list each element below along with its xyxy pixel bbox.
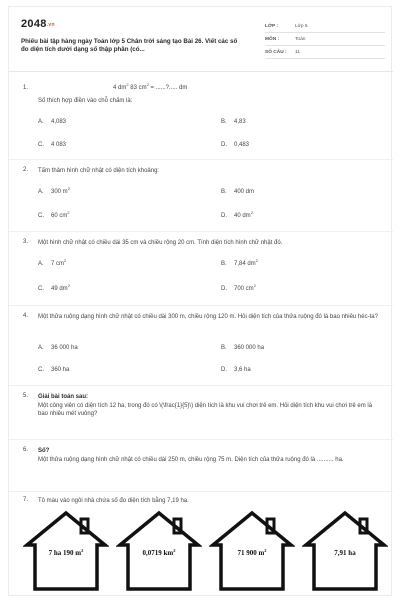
house-sup: 2 <box>264 548 267 553</box>
house-option-2[interactable] <box>116 507 202 593</box>
question-text: Tô màu vào ngôi nhà chứa số đo diện tích bằng 7,19 ha. <box>38 498 189 504</box>
option-b[interactable] <box>221 345 264 351</box>
option-value: 3,6 ha <box>234 367 251 373</box>
option-a[interactable] <box>38 186 70 195</box>
question-formula <box>113 82 188 91</box>
option-value: 400 dm <box>234 189 255 195</box>
house-value: 7 ha 190 m <box>48 549 82 557</box>
formula-part: = ......?..... dm <box>148 85 188 91</box>
option-label: D. <box>221 142 227 148</box>
option-d[interactable] <box>221 283 256 292</box>
option-value: 4 083 <box>51 142 67 148</box>
option-b[interactable] <box>221 119 246 125</box>
option-c[interactable] <box>38 210 70 219</box>
question-1 <box>23 82 379 155</box>
worksheet-meta <box>265 20 385 59</box>
house-label <box>312 549 378 557</box>
option-sup: 2 <box>67 186 70 191</box>
option-value: 7 cm <box>51 261 65 267</box>
option-d[interactable] <box>221 210 253 219</box>
question-number: 4. <box>23 313 29 319</box>
question-3 <box>23 239 379 299</box>
question-6 <box>23 447 379 487</box>
question-text: Số thích hợp điền vào chỗ chấm là: <box>38 98 133 104</box>
question-heading: Giải bài toán sau: <box>38 394 89 400</box>
option-label: A. <box>38 261 44 267</box>
question-text: Một công viên có diện tích 12 ha, trong đó có \(\frac{1}{5}\) diện tích là khu vui chơi trẻ em. Hỏi diện tích khu vui chơi trẻ em là bao nhiêu mét vuông? <box>38 402 373 418</box>
question-number: 1. <box>23 85 29 91</box>
option-value: 40 dm <box>234 213 251 219</box>
question-text: Một hình chữ nhật có chiều dài 35 cm và chiều rộng 20 cm. Tính diện tích hình chữ nhật đó. <box>38 240 283 246</box>
logo-suffix: .vn <box>46 22 55 28</box>
meta-row-class <box>265 20 385 33</box>
question-number: 7. <box>23 497 29 503</box>
option-label: D. <box>221 286 227 292</box>
house-sup: 2 <box>81 548 84 553</box>
option-b[interactable] <box>221 258 258 267</box>
option-value: 60 cm <box>51 213 68 219</box>
house-option-4[interactable] <box>302 507 388 593</box>
divider <box>9 439 393 440</box>
formula-part: 83 cm <box>128 85 147 91</box>
option-sup: 2 <box>253 283 256 288</box>
question-number: 3. <box>23 239 29 245</box>
divider <box>9 305 393 306</box>
option-sup: 2 <box>67 283 70 288</box>
question-5 <box>23 393 379 441</box>
option-sup: 2 <box>64 258 67 263</box>
question-text: Một thửa ruộng dạng hình chữ nhật có chiều dài 300 m, chiều rộng 120 m. Hỏi diện tích của thửa ruộng đó là bao nhiêu héc-ta? <box>38 314 378 320</box>
question-heading: Số? <box>38 448 50 454</box>
option-value: 36 000 ha <box>51 345 78 351</box>
house-label <box>33 549 99 557</box>
option-c[interactable] <box>38 142 66 148</box>
option-b[interactable] <box>221 189 254 195</box>
option-label: A. <box>38 119 44 125</box>
formula-sup: 2 <box>126 82 129 87</box>
option-label: B. <box>221 189 227 195</box>
worksheet-header <box>21 13 381 69</box>
header-divider <box>9 71 393 72</box>
site-logo[interactable] <box>21 18 55 30</box>
house-option-3[interactable] <box>209 507 295 593</box>
option-a[interactable] <box>38 119 66 125</box>
option-value: 700 cm <box>234 286 254 292</box>
meta-value: 11 <box>295 49 300 55</box>
formula-sup: 2 <box>146 82 149 87</box>
logo-text: 2048 <box>21 18 47 30</box>
worksheet-title: Phiếu bài tập hàng ngày Toán lớp 5 Chân trời sáng tạo Bài 26. Viết các số đo diện tích dưới dạng số thập phân (có... <box>21 38 238 54</box>
house-label <box>219 549 285 557</box>
option-value: 0,483 <box>234 142 250 148</box>
option-d[interactable] <box>221 142 249 148</box>
meta-value: Lớp 5 <box>295 23 308 29</box>
meta-row-count <box>265 46 385 59</box>
option-label: C. <box>38 213 44 219</box>
house-value: 0,0719 km <box>142 549 174 557</box>
option-d[interactable] <box>221 367 251 373</box>
divider <box>9 385 393 386</box>
question-body <box>38 393 378 419</box>
option-value: 7,84 dm <box>234 261 256 267</box>
divider <box>9 159 393 160</box>
house-label <box>126 549 192 557</box>
option-label: B. <box>221 345 227 351</box>
option-value: 360 000 ha <box>234 345 265 351</box>
house-value: 71 900 m <box>237 549 265 557</box>
question-number: 5. <box>23 393 29 399</box>
meta-key: MÔN : <box>265 36 280 42</box>
option-value: 49 dm <box>51 286 68 292</box>
question-text: Một thửa ruộng dạng hình chữ nhật có chiều dài 250 m, chiều rộng 75 m. Diện tích của thửa ruộng đó là .......... ha. <box>38 456 344 463</box>
option-value: 360 ha <box>51 367 70 373</box>
worksheet-page <box>8 6 392 596</box>
option-label: C. <box>38 142 44 148</box>
question-4 <box>23 313 379 381</box>
formula-part: 4 dm <box>113 85 127 91</box>
option-sup: 2 <box>255 258 258 263</box>
option-c[interactable] <box>38 367 69 373</box>
question-text: Tấm thảm hình chữ nhật có diện tích khoảng: <box>38 168 160 174</box>
meta-key: SỐ CÂU : <box>265 49 287 55</box>
meta-value: Toán <box>295 36 306 42</box>
option-value: 4,083 <box>51 119 67 125</box>
house-option-1[interactable] <box>23 507 109 593</box>
house-value: 7,91 ha <box>334 549 356 557</box>
option-label: D. <box>221 213 227 219</box>
option-label: A. <box>38 345 44 351</box>
meta-row-subject <box>265 33 385 46</box>
house-sup: 2 <box>173 548 176 553</box>
option-sup: 2 <box>67 210 70 215</box>
meta-key: LỚP : <box>265 23 279 29</box>
option-a[interactable] <box>38 258 67 267</box>
option-label: B. <box>221 261 227 267</box>
question-body <box>38 447 378 464</box>
option-label: D. <box>221 367 227 373</box>
option-value: 4,83 <box>234 119 246 125</box>
divider <box>9 491 393 492</box>
option-c[interactable] <box>38 283 70 292</box>
option-sup: 2 <box>250 210 253 215</box>
option-label: C. <box>38 286 44 292</box>
option-value: 300 m <box>51 189 68 195</box>
question-2 <box>23 167 379 225</box>
question-number: 6. <box>23 447 29 453</box>
divider <box>9 231 393 232</box>
question-number: 2. <box>23 167 29 173</box>
option-label: C. <box>38 367 44 373</box>
option-label: A. <box>38 189 44 195</box>
option-label: B. <box>221 119 227 125</box>
option-a[interactable] <box>38 345 78 351</box>
